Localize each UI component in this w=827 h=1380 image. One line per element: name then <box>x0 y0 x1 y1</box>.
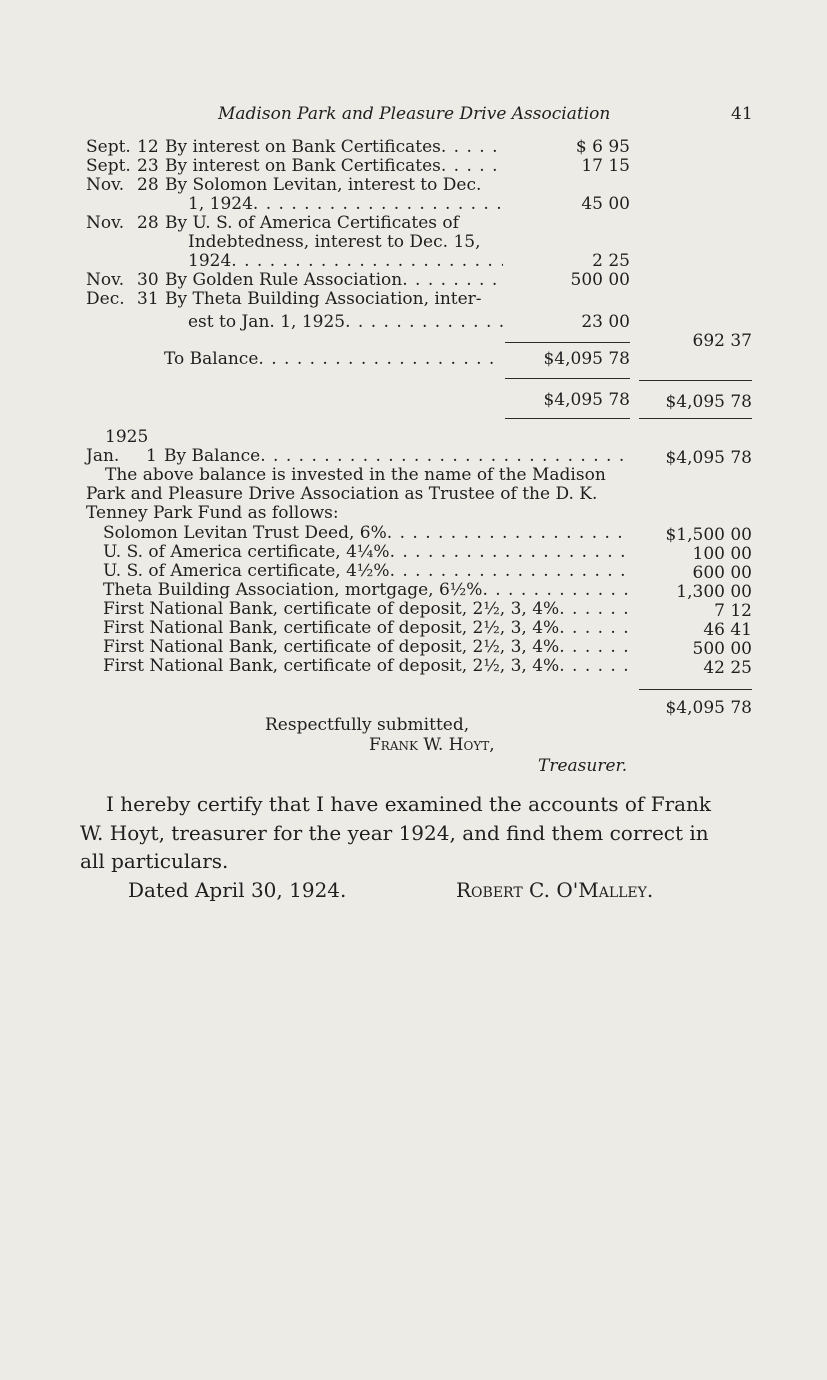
running-title: Madison Park and Pleasure Drive Association <box>218 104 611 124</box>
entry-description: By Golden Rule Association . . . <box>165 271 503 290</box>
investment-amount: 46 41 <box>703 620 752 640</box>
entry-amount: $ 6 95 <box>575 137 630 157</box>
investment-item: First National Bank, certificate of deposit, 2½, 3, 4% . . . <box>103 600 628 619</box>
certification-line: W. Hoyt, treasurer for the year 1924, and find them correct in <box>80 821 709 845</box>
entry-month: Sept. <box>86 156 131 176</box>
to-balance-label: To Balance . . . <box>164 350 503 369</box>
certification-line: I hereby certify that I have examined the accounts of Frank <box>106 792 712 816</box>
investment-amount: 500 00 <box>692 639 752 659</box>
investment-amount: $1,500 00 <box>665 525 752 545</box>
investments-total: $4,095 78 <box>665 698 752 718</box>
entry-description: By interest on Bank Certificates . . . <box>165 157 503 176</box>
entry-month: Dec. <box>86 289 125 309</box>
investment-item: Solomon Levitan Trust Deed, 6% . . . <box>103 524 628 543</box>
entry-description-cont: Indebtedness, interest to Dec. 15, <box>188 232 481 252</box>
total-right: $4,095 78 <box>665 392 752 412</box>
investment-item: First National Bank, certificate of deposit, 2½, 3, 4% . . . <box>103 657 628 676</box>
entry-description: By interest on Bank Certificates . . . <box>165 138 503 157</box>
signoff-closing: Respectfully submitted, <box>265 715 470 735</box>
entry-month: Nov. <box>86 175 125 195</box>
subtotal-amount: 692 37 <box>692 331 752 351</box>
entry-day: 30 <box>137 270 159 290</box>
entry-amount: 45 00 <box>581 194 630 214</box>
balance-month: Jan. <box>86 446 120 466</box>
investment-intro-line: The above balance is invested in the name of the Madison <box>105 465 606 485</box>
entry-description: By Theta Building Association, inter- <box>165 289 482 309</box>
entry-amount: 2 25 <box>592 251 630 271</box>
investment-item: U. S. of America certificate, 4½% . . . <box>103 562 628 581</box>
signoff-title: Treasurer. <box>538 756 628 776</box>
entry-day: 23 <box>137 156 159 176</box>
investment-item: U. S. of America certificate, 4¼% . . . <box>103 543 628 562</box>
balance-day: 1 <box>146 446 157 466</box>
entry-description: By Solomon Levitan, interest to Dec. <box>165 175 482 195</box>
entry-amount: 17 15 <box>581 156 630 176</box>
to-balance-amount: $4,095 78 <box>543 349 630 369</box>
entry-description-cont: est to Jan. 1, 1925 . . . <box>188 313 503 332</box>
column-rule <box>639 380 752 381</box>
entry-description-cont: 1, 1924 . . . <box>188 195 503 214</box>
total-left: $4,095 78 <box>543 390 630 410</box>
column-rule <box>639 689 752 690</box>
entry-day: 28 <box>137 175 159 195</box>
entry-day: 28 <box>137 213 159 233</box>
investment-amount: 1,300 00 <box>676 582 752 602</box>
investment-item: First National Bank, certificate of deposit, 2½, 3, 4% . . . <box>103 619 628 638</box>
investment-amount: 7 12 <box>714 601 752 621</box>
entry-day: 12 <box>137 137 159 157</box>
certification-line: all particulars. <box>80 849 229 873</box>
auditor-name: Robert C. O'Malley. <box>456 878 654 902</box>
entry-month: Nov. <box>86 270 125 290</box>
balance-label: By Balance . . . <box>164 447 628 466</box>
column-rule <box>505 342 630 343</box>
signoff-name: Frank W. Hoyt, <box>369 735 495 755</box>
investment-item: Theta Building Association, mortgage, 6½% . . . <box>103 581 628 600</box>
certification-dated: Dated April 30, 1924. <box>128 878 347 902</box>
balance-amount: $4,095 78 <box>665 448 752 468</box>
entry-month: Nov. <box>86 213 125 233</box>
column-rule <box>505 418 630 419</box>
page-number: 41 <box>731 104 753 124</box>
column-rule <box>639 418 752 419</box>
entry-amount: 500 00 <box>570 270 630 290</box>
investment-intro-line: Park and Pleasure Drive Association as Trustee of the D. K. <box>86 484 598 504</box>
entry-description: By U. S. of America Certificates of <box>165 213 459 233</box>
investment-amount: 100 00 <box>692 544 752 564</box>
investment-item: First National Bank, certificate of deposit, 2½, 3, 4% . . . <box>103 638 628 657</box>
column-rule <box>505 378 630 379</box>
investment-intro-line: Tenney Park Fund as follows: <box>86 503 339 523</box>
investment-amount: 42 25 <box>703 658 752 678</box>
investment-amount: 600 00 <box>692 563 752 583</box>
entry-description-cont: 1924 . . . <box>188 252 503 271</box>
entry-day: 31 <box>137 289 159 309</box>
balance-year: 1925 <box>105 427 149 447</box>
entry-month: Sept. <box>86 137 131 157</box>
entry-amount: 23 00 <box>581 312 630 332</box>
